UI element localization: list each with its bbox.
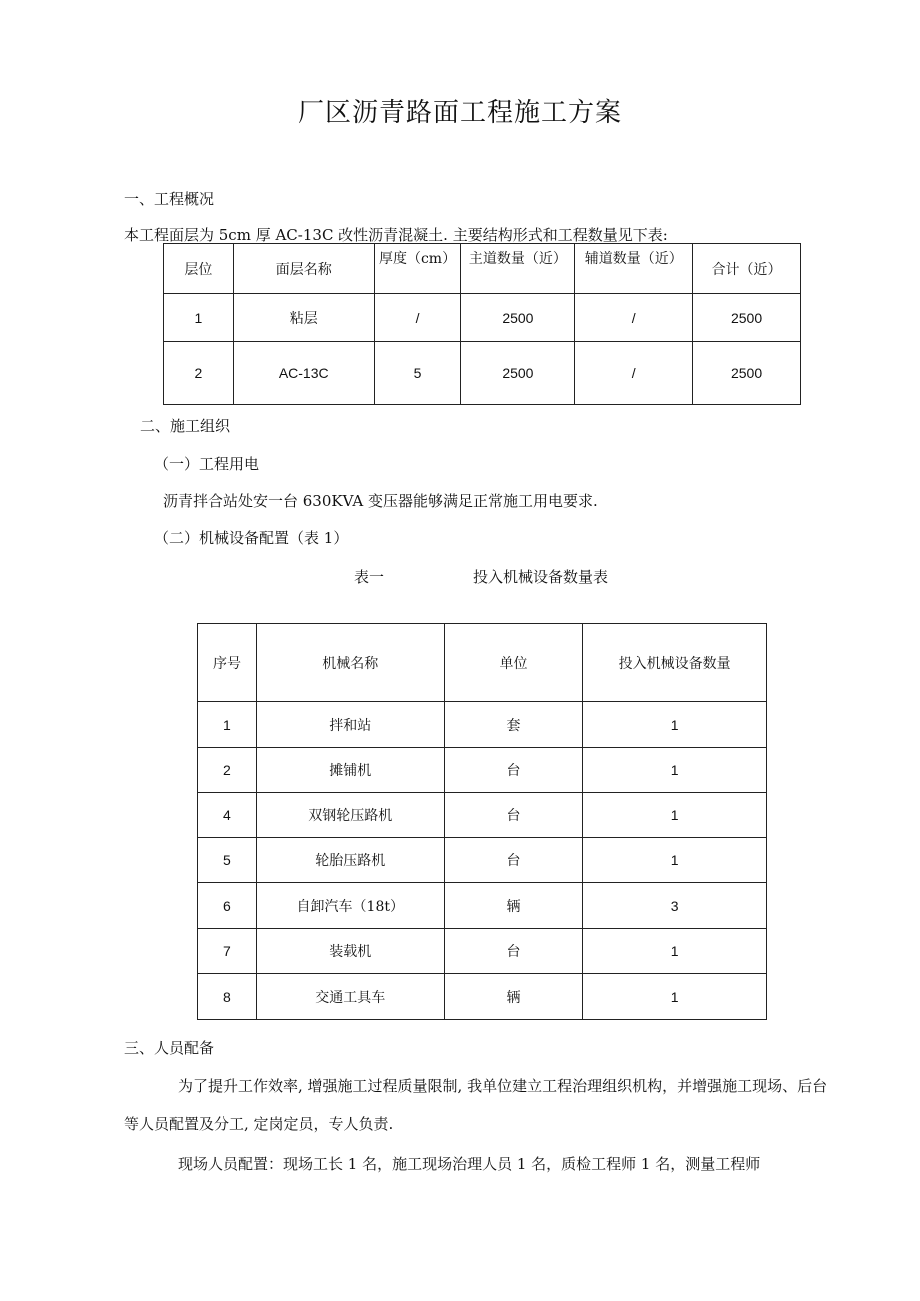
table-header-row (198, 624, 767, 702)
table-cell: 5 (198, 838, 257, 883)
table-cell: / (575, 342, 693, 405)
table-row (198, 702, 767, 748)
section3-heading: 三、人员配备 (124, 1039, 215, 1057)
table-cell: 交通工具车 (256, 974, 444, 1020)
structure-table (163, 243, 801, 405)
table-caption: 投入机械设备数量表 (473, 568, 609, 586)
table-cell: 辆 (444, 883, 583, 929)
table-cell: 1 (583, 974, 767, 1020)
table-header-cell: 面层名称 (233, 244, 374, 294)
table-row (198, 748, 767, 793)
table-header-cell: 单位 (444, 624, 583, 702)
table-cell: 台 (444, 838, 583, 883)
table-cell: 1 (164, 294, 234, 342)
table-cell: AC-13C (233, 342, 374, 405)
section3-staffing-text: 现场人员配置：现场工长 1 名，施工现场治理人员 1 名，质检工程师 1 名，测量工程师 (178, 1155, 761, 1173)
table-cell: 1 (583, 929, 767, 974)
table-cell: 2500 (693, 294, 801, 342)
table-cell: 2500 (461, 294, 575, 342)
table-cell: 6 (198, 883, 257, 929)
table-row (198, 793, 767, 838)
section3-paragraph-line: 等人员配置及分工, 定岗定员，专人负责. (124, 1115, 394, 1133)
table-row (198, 838, 767, 883)
section1-heading: 一、工程概况 (124, 190, 215, 208)
section3-paragraph-line: 为了提升工作效率, 增强施工过程质量限制, 我单位建立工程治理组织机构，并增强施工现场、后台 (178, 1077, 828, 1095)
table-row (198, 974, 767, 1020)
table-header-row (164, 244, 801, 294)
table-cell: 台 (444, 929, 583, 974)
table-cell: 2500 (461, 342, 575, 405)
table-cell: 轮胎压路机 (256, 838, 444, 883)
table-cell: 7 (198, 929, 257, 974)
section2-heading: 二、施工组织 (140, 417, 231, 435)
subsection-power-text: 沥青拌合站处安一台 630KVA 变压器能够满足正常施工用电要求. (163, 492, 598, 510)
table-row (164, 342, 801, 405)
table-row (198, 929, 767, 974)
subsection-equipment-heading: （二）机械设备配置（表 1） (154, 529, 349, 547)
table-cell: 5 (374, 342, 461, 405)
table-header-cell: 层位 (164, 244, 234, 294)
table-cell: 4 (198, 793, 257, 838)
table-cell: 1 (198, 702, 257, 748)
table-cell: / (374, 294, 461, 342)
table-cell: 2 (164, 342, 234, 405)
section1-intro: 本工程面层为 5cm 厚 AC-13C 改性沥青混凝土. 主要结构形式和工程数量见下表: (124, 226, 668, 244)
table-header-cell: 辅道数量（近） (575, 244, 693, 294)
table-cell: 装载机 (256, 929, 444, 974)
table-cell: 台 (444, 748, 583, 793)
table-cell: 1 (583, 838, 767, 883)
table-cell: 粘层 (233, 294, 374, 342)
table-cell: 自卸汽车（18t） (256, 883, 444, 929)
table-header-cell: 机械名称 (256, 624, 444, 702)
equipment-table (197, 623, 767, 1020)
table-cell: 2 (198, 748, 257, 793)
table-cell: 2500 (693, 342, 801, 405)
table-label: 表一 (354, 568, 385, 586)
table-cell: 8 (198, 974, 257, 1020)
table-header-cell: 合计（近） (693, 244, 801, 294)
table-cell: 1 (583, 793, 767, 838)
table-header-cell: 主道数量（近） (461, 244, 575, 294)
subsection-power-heading: （一）工程用电 (154, 455, 260, 473)
table-cell: 套 (444, 702, 583, 748)
table-cell: 3 (583, 883, 767, 929)
table-header-cell: 厚度（cm） (374, 244, 461, 294)
table-row (164, 294, 801, 342)
table-cell: 台 (444, 793, 583, 838)
table-cell: 1 (583, 748, 767, 793)
table-cell: 双钢轮压路机 (256, 793, 444, 838)
table-cell: 辆 (444, 974, 583, 1020)
table-cell: 摊铺机 (256, 748, 444, 793)
table-cell: / (575, 294, 693, 342)
page-title: 厂区沥青路面工程施工方案 (297, 98, 622, 128)
table-header-cell: 投入机械设备数量 (583, 624, 767, 702)
table-cell: 1 (583, 702, 767, 748)
table-row (198, 883, 767, 929)
table-cell: 拌和站 (256, 702, 444, 748)
table-header-cell: 序号 (198, 624, 257, 702)
